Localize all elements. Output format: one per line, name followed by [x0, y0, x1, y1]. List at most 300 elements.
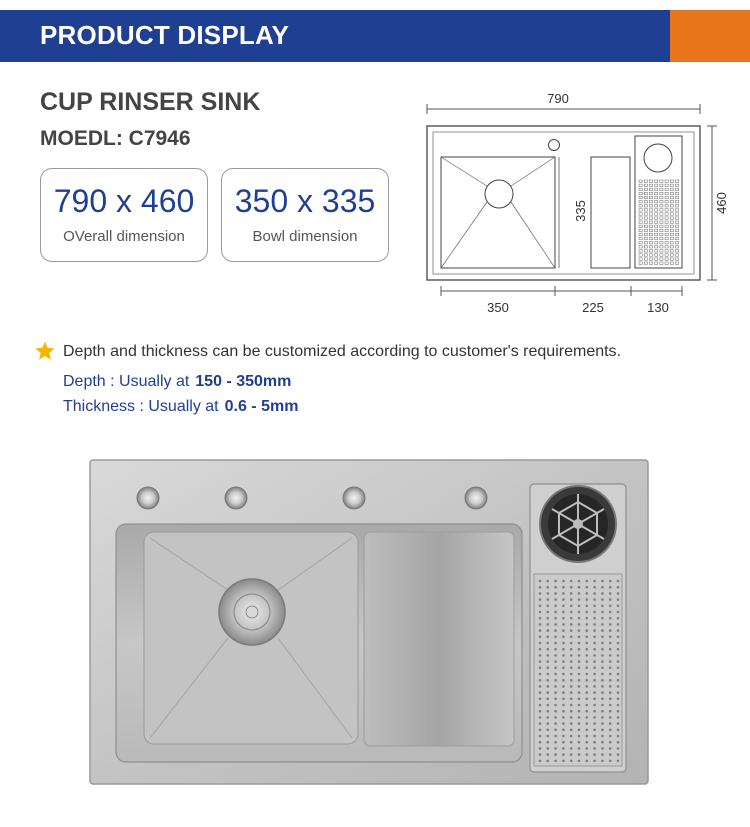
rinser-grid-cell	[649, 217, 652, 219]
middle-area	[364, 532, 514, 746]
rinser-grid-cell	[649, 250, 652, 252]
drain-board-hole	[539, 691, 542, 694]
drain-board-hole	[617, 580, 620, 583]
drain-board-hole	[617, 673, 620, 676]
drain-board-hole	[547, 617, 550, 620]
drain-board-hole	[601, 722, 604, 725]
drain-board-hole	[562, 679, 565, 682]
rinser-grid-cell	[665, 225, 668, 227]
drain-board-hole	[593, 691, 596, 694]
rinser-grid-cell	[670, 188, 673, 190]
drain-board-hole	[539, 753, 542, 756]
drain-board-hole	[562, 760, 565, 763]
drain-board-hole	[547, 753, 550, 756]
drain-board-hole	[601, 605, 604, 608]
sink-dimension-diagram	[415, 90, 745, 320]
rinser-grid-cell	[644, 213, 647, 215]
rinser-grid-cell	[670, 250, 673, 252]
drain-board-hole	[547, 636, 550, 639]
drain-board-hole	[617, 611, 620, 614]
drain-board-hole	[617, 648, 620, 651]
drain-board-hole	[609, 667, 612, 670]
drain-board-hole	[586, 760, 589, 763]
rinser-grid-cell	[649, 258, 652, 260]
rinser-grid-cell	[660, 209, 663, 211]
drain-board-hole	[586, 753, 589, 756]
drain-board-hole	[539, 617, 542, 620]
drain-board-hole	[539, 729, 542, 732]
rinser-grid-cell	[665, 196, 668, 198]
thickness-spec	[63, 398, 298, 416]
rinser-grid-cell	[665, 254, 668, 256]
rinser-grid-cell	[670, 213, 673, 215]
drain-board-hole	[609, 586, 612, 589]
rinser-grid-cell	[649, 242, 652, 244]
drain-board-hole	[601, 648, 604, 651]
rinser-grid-cell	[670, 180, 673, 182]
rinser-grid-cell	[644, 180, 647, 182]
sink-outline	[427, 126, 700, 280]
drain-board-hole	[554, 716, 557, 719]
rinser-grid-cell	[655, 254, 658, 256]
drain-board-hole	[539, 648, 542, 651]
drain-board-hole	[609, 629, 612, 632]
drain-board-hole	[601, 660, 604, 663]
rinser-grid-cell	[639, 209, 642, 211]
drain-board-hole	[562, 580, 565, 583]
drain-board-hole	[570, 760, 573, 763]
drain-board-hole	[617, 704, 620, 707]
rinser-grid-cell	[644, 258, 647, 260]
bowl-slope-lines	[441, 157, 555, 268]
rinser-grid-cell	[639, 188, 642, 190]
drain-board-hole	[593, 673, 596, 676]
rinser-grid-cell	[665, 209, 668, 211]
drain-board-hole	[570, 598, 573, 601]
drain-board-hole	[562, 648, 565, 651]
rinser-grid-cell	[644, 254, 647, 256]
drain-board-hole	[578, 679, 581, 682]
drain-board-hole	[609, 760, 612, 763]
rinser-grid-cell	[639, 250, 642, 252]
drain-board-hole	[562, 617, 565, 620]
rinser-grid-cell	[675, 262, 678, 264]
drain-board-hole	[578, 691, 581, 694]
drain-board-hole	[570, 679, 573, 682]
drain-board-hole	[586, 747, 589, 750]
rinser-grid-cell	[639, 229, 642, 231]
drain-board-hole	[562, 636, 565, 639]
drain-board-hole	[586, 586, 589, 589]
rinser-grid-cell	[660, 184, 663, 186]
rinser-grid-cell	[660, 246, 663, 248]
drain-board-hole	[609, 617, 612, 620]
faucet-hole	[549, 140, 560, 151]
drain-board-hole	[570, 623, 573, 626]
rinser-grid-cell	[644, 237, 647, 239]
drain-board-hole	[601, 629, 604, 632]
rinser-grid-cell	[644, 205, 647, 207]
drain-board-hole	[570, 586, 573, 589]
drain-board-hole	[547, 667, 550, 670]
drain-board	[534, 574, 622, 766]
rinser-grid-cell	[665, 246, 668, 248]
drain-board-hole	[609, 623, 612, 626]
drain-board-hole	[609, 691, 612, 694]
rinser-grid-cell	[670, 192, 673, 194]
drain-board-hole	[617, 716, 620, 719]
drain-board-hole	[562, 735, 565, 738]
rinser-grid-cell	[639, 262, 642, 264]
drain-board-hole	[562, 673, 565, 676]
depth-value: 150 - 350mm	[195, 373, 292, 390]
drain-board-hole	[547, 648, 550, 651]
drain-board-hole	[562, 753, 565, 756]
drain-board-hole	[609, 716, 612, 719]
drain-board-hole	[554, 660, 557, 663]
drain-board-hole	[554, 722, 557, 725]
rinser-grid-cell	[660, 192, 663, 194]
rinser-grid-cell	[675, 221, 678, 223]
drain-board-hole	[601, 710, 604, 713]
rinser-grid-cell	[670, 221, 673, 223]
drain-board-hole	[586, 598, 589, 601]
drain-center	[246, 606, 258, 618]
drain-board-hole	[601, 636, 604, 639]
drain-board-hole	[547, 673, 550, 676]
drain-board-hole	[578, 580, 581, 583]
rinser-grid-cell	[675, 229, 678, 231]
rinser-grid-cell	[649, 209, 652, 211]
drain-board-hole	[570, 729, 573, 732]
drain-board-hole	[609, 611, 612, 614]
drain-board-hole	[586, 654, 589, 657]
rinser-grid-cell	[665, 184, 668, 186]
drain-board-hole	[554, 760, 557, 763]
bowl-width-label: 350	[487, 300, 509, 315]
drain-board-hole	[609, 753, 612, 756]
drain-board-hole	[554, 710, 557, 713]
middle-width-label: 225	[582, 300, 604, 315]
drain-board-hole	[547, 642, 550, 645]
drain-board-hole	[578, 660, 581, 663]
drain-board-hole	[617, 685, 620, 688]
drain-board-hole	[554, 698, 557, 701]
drain-board-hole	[562, 722, 565, 725]
rinser-grid-cell	[675, 258, 678, 260]
overall-dimension-label: OVerall dimension	[63, 228, 185, 245]
product-model: MOEDL: C7946	[40, 127, 191, 150]
drain-board-hole	[601, 679, 604, 682]
rinser-grid-cell	[675, 246, 678, 248]
rinser-grid-cell	[675, 237, 678, 239]
drain-board-hole	[570, 629, 573, 632]
drain-board-hole	[554, 729, 557, 732]
drain-board-hole	[578, 642, 581, 645]
drain-board-hole	[601, 623, 604, 626]
drain-board-hole	[570, 673, 573, 676]
drain-board-hole	[578, 704, 581, 707]
drain-board-hole	[570, 741, 573, 744]
rinser-grid-cell	[639, 258, 642, 260]
drain-board-hole	[539, 592, 542, 595]
rinser-grid-cell	[655, 250, 658, 252]
drain-board-hole	[586, 611, 589, 614]
drain-board-hole	[570, 605, 573, 608]
drain-board-hole	[554, 611, 557, 614]
rinser-grid-cell	[639, 246, 642, 248]
rinser-grid-cell	[665, 258, 668, 260]
rinser-grid-cell	[665, 188, 668, 190]
drain-board-hole	[601, 673, 604, 676]
drain-board-hole	[554, 598, 557, 601]
bowl-dimension-label: Bowl dimension	[252, 228, 358, 245]
rinser-grid-cell	[670, 246, 673, 248]
rinser-grid-cell	[665, 205, 668, 207]
rinser-grid-cell	[655, 262, 658, 264]
customization-note: Depth and thickness can be customized according to customer's requirements.	[63, 343, 621, 360]
drain-board-hole	[554, 580, 557, 583]
drain-board-hole	[601, 654, 604, 657]
drain-board-hole	[539, 760, 542, 763]
drain-board-hole	[554, 636, 557, 639]
drain-board-hole	[547, 698, 550, 701]
drain-board-hole	[617, 735, 620, 738]
drain-board-hole	[562, 667, 565, 670]
drain-board-hole	[554, 673, 557, 676]
drain-board-hole	[570, 685, 573, 688]
drain-board-hole	[539, 741, 542, 744]
drain-board-hole	[570, 667, 573, 670]
drain-board-hole	[562, 685, 565, 688]
drain-board-hole	[547, 592, 550, 595]
drain-board-hole	[586, 642, 589, 645]
drain-board-hole	[570, 753, 573, 756]
drain-board-hole	[617, 660, 620, 663]
rinser-grid-cell	[639, 184, 642, 186]
drain-board-hole	[609, 735, 612, 738]
drain-board-hole	[593, 586, 596, 589]
rinser-grid-cell	[639, 225, 642, 227]
drain-board-hole	[539, 580, 542, 583]
drain-board-hole	[593, 636, 596, 639]
drain-board-hole	[570, 735, 573, 738]
drain-board-hole	[539, 685, 542, 688]
drain-board-hole	[617, 623, 620, 626]
rinser-grid-cell	[649, 205, 652, 207]
drain-board-hole	[617, 592, 620, 595]
drain-board-hole	[578, 667, 581, 670]
rinser-grid-cell	[670, 233, 673, 235]
drain-board-hole	[586, 660, 589, 663]
rinser-grid-cell	[660, 258, 663, 260]
overall-height-label: 460	[714, 192, 729, 214]
drain-board-hole	[593, 698, 596, 701]
rinser-grid-cell	[655, 246, 658, 248]
drain-board-hole	[601, 642, 604, 645]
drain-board-hole	[617, 741, 620, 744]
rinser-grid-cell	[639, 213, 642, 215]
drain-board-hole	[539, 679, 542, 682]
star-icon	[34, 340, 56, 362]
rinser-grid-cell	[649, 188, 652, 190]
drain-board-hole	[547, 654, 550, 657]
drain-board-hole	[539, 598, 542, 601]
rinser-width-label: 130	[647, 300, 669, 315]
drain-board-hole	[617, 636, 620, 639]
drain-board-hole	[586, 685, 589, 688]
rinser-grid-cell	[665, 237, 668, 239]
drain-board-hole	[601, 598, 604, 601]
drain-board-hole	[562, 642, 565, 645]
drain-board-hole	[609, 580, 612, 583]
sink-product-photo	[88, 458, 650, 788]
accessory-hole-2	[225, 487, 247, 509]
drain-board-hole	[586, 667, 589, 670]
rinser-grid-cell	[649, 262, 652, 264]
drain-board-hole	[593, 629, 596, 632]
drain-board-hole	[586, 735, 589, 738]
rinser-grid-cell	[644, 250, 647, 252]
drain-board-hole	[547, 598, 550, 601]
thickness-label: Thickness : Usually at	[63, 398, 219, 415]
rinser-grid-cell	[670, 242, 673, 244]
rinser-grid-cell	[675, 242, 678, 244]
drain-board-hole	[562, 629, 565, 632]
drain-board-hole	[570, 617, 573, 620]
drain-board-hole	[570, 722, 573, 725]
rinser-grid-cell	[675, 180, 678, 182]
drain-board-hole	[562, 729, 565, 732]
drain-board-hole	[570, 642, 573, 645]
drain-board-hole	[554, 605, 557, 608]
drain-board-hole	[547, 580, 550, 583]
thickness-value: 0.6 - 5mm	[224, 398, 299, 415]
drain-board-hole	[554, 679, 557, 682]
rinser-grid-cell	[670, 184, 673, 186]
drain-board-hole	[601, 729, 604, 732]
drain-board-hole	[578, 722, 581, 725]
drain-board-hole	[539, 636, 542, 639]
drain-board-hole	[562, 605, 565, 608]
rinser-grid-cell	[670, 205, 673, 207]
rinser-grid-cell	[660, 254, 663, 256]
drain-board-hole	[601, 617, 604, 620]
drain-board-hole	[593, 598, 596, 601]
rinser-grid-cell	[655, 180, 658, 182]
drain-board-hole	[539, 605, 542, 608]
drain-board-hole	[562, 654, 565, 657]
rinser-grid-cell	[649, 233, 652, 235]
overall-dimension-box	[40, 168, 208, 262]
drain-board-hole	[586, 710, 589, 713]
drain-board-hole	[578, 623, 581, 626]
drain-board-hole	[539, 716, 542, 719]
rinser-grid-cell	[649, 225, 652, 227]
rinser-grid-cell	[644, 225, 647, 227]
rinser-grid-cell	[639, 196, 642, 198]
drain-board-hole	[570, 654, 573, 657]
drain-board-hole	[554, 586, 557, 589]
drain-board-hole	[570, 592, 573, 595]
drain-board-hole	[539, 722, 542, 725]
cup-rinser-center	[573, 519, 583, 529]
rinser-grid-cell	[660, 213, 663, 215]
drain-board-hole	[586, 722, 589, 725]
drain-board-hole	[601, 735, 604, 738]
rinser-grid-cell	[655, 192, 658, 194]
rinser-grid-cell	[655, 209, 658, 211]
drain-board-hole	[593, 660, 596, 663]
rinser-grid-cell	[665, 180, 668, 182]
rinser-grid-cell	[665, 201, 668, 203]
drain-board-hole	[609, 660, 612, 663]
drain-board-hole	[539, 586, 542, 589]
rinser-grid-cell	[649, 254, 652, 256]
drain-board-hole	[562, 747, 565, 750]
drain-board-hole	[609, 685, 612, 688]
drain-board-hole	[586, 704, 589, 707]
bowl-dimension-box	[221, 168, 389, 262]
drain-board-hole	[578, 753, 581, 756]
drain-board-hole	[539, 698, 542, 701]
rinser-grid-cell	[644, 201, 647, 203]
drain-board-hole	[554, 741, 557, 744]
rinser-grid-cell	[675, 196, 678, 198]
drain-board-hole	[547, 722, 550, 725]
rinser-grid-cell	[649, 196, 652, 198]
rinser-grid-cell	[660, 205, 663, 207]
drain-board-hole	[601, 760, 604, 763]
rinser-grid-cell	[665, 242, 668, 244]
rinser-grid-cell	[665, 213, 668, 215]
drain-board-hole	[562, 691, 565, 694]
drain-board-hole	[539, 710, 542, 713]
drain-board-hole	[593, 716, 596, 719]
drain-board-hole	[570, 710, 573, 713]
rinser-grid-cell	[649, 180, 652, 182]
drain-board-hole	[593, 580, 596, 583]
rinser-grid-cell	[644, 242, 647, 244]
rinser-grid-cell	[644, 184, 647, 186]
drain-board-hole	[601, 586, 604, 589]
rinser-grid-cell	[649, 192, 652, 194]
rinser-grid-cell	[670, 196, 673, 198]
rinser-grid-cell	[670, 262, 673, 264]
drain-board-hole	[578, 648, 581, 651]
drain-board-hole	[617, 642, 620, 645]
drain-board-hole	[547, 716, 550, 719]
drain-board-hole	[586, 636, 589, 639]
drain-board-hole	[547, 685, 550, 688]
drain-board-hole	[547, 747, 550, 750]
drain-board-hole	[586, 679, 589, 682]
rinser-grid-cell	[655, 184, 658, 186]
drain-board-hole	[570, 648, 573, 651]
drain-board-hole	[547, 660, 550, 663]
depth-label: Depth : Usually at	[63, 373, 190, 390]
rinser-grid-cell	[670, 217, 673, 219]
drain-board-hole	[617, 722, 620, 725]
rinser-grid-cell	[655, 229, 658, 231]
drain-board-hole	[570, 636, 573, 639]
drain-board-hole	[609, 698, 612, 701]
rinser-grid-cell	[660, 196, 663, 198]
drain-board-hole	[570, 704, 573, 707]
rinser-grid-cell	[644, 233, 647, 235]
drain-board-hole	[586, 617, 589, 620]
header-accent	[670, 10, 750, 62]
